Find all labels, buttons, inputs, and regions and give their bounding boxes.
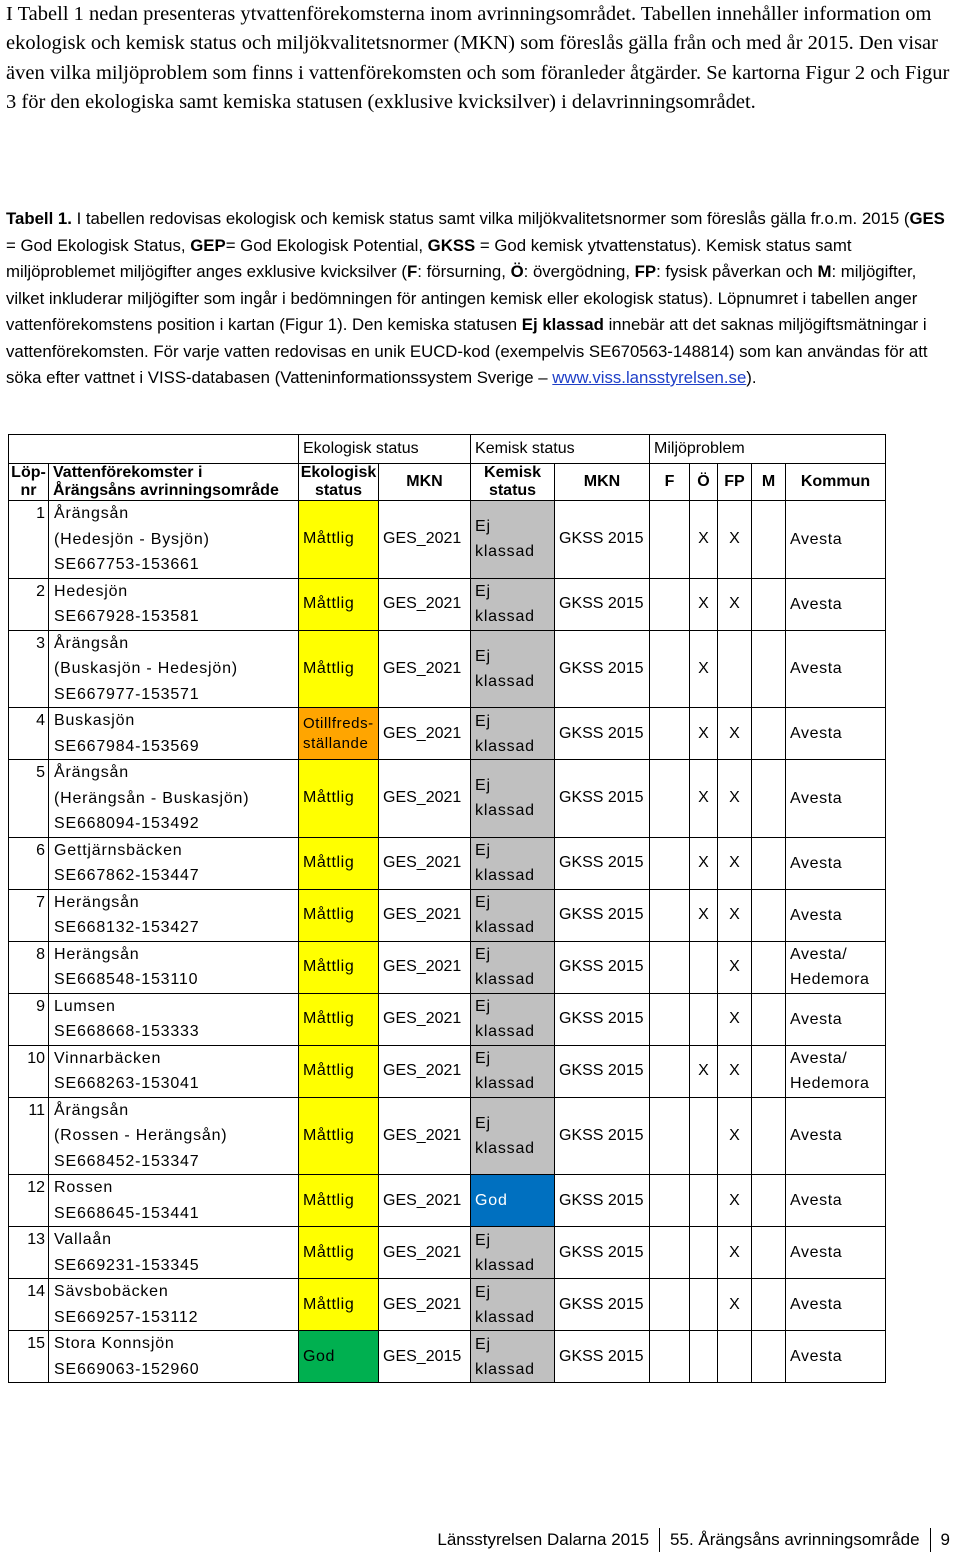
row-number: 6: [9, 837, 49, 889]
ecological-status: Måttlig: [299, 501, 379, 579]
water-body-name-line: Hedesjön: [54, 582, 129, 600]
mkn-ecological: GES_2021: [379, 993, 471, 1045]
water-body-name-line: Herängsån: [54, 893, 140, 911]
problem-f: [650, 1279, 690, 1331]
mkn-chemical: GKSS 2015: [555, 941, 650, 993]
caption-abbr: M: [817, 262, 832, 281]
water-body-name-line: SE668548-153110: [54, 971, 199, 988]
problem-m: [752, 708, 786, 760]
mkn-ecological: GES_2021: [379, 1227, 471, 1279]
mkn-ecological: GES_2021: [379, 1279, 471, 1331]
problem-f: [650, 578, 690, 630]
row-number: 5: [9, 760, 49, 838]
ecological-status: Måttlig: [299, 993, 379, 1045]
ecological-status: Måttlig: [299, 837, 379, 889]
row-number: 8: [9, 941, 49, 993]
footer-chapter: 55. Årängsåns avrinningsområde: [670, 1530, 920, 1549]
chemical-status: Ej klassad: [471, 1045, 555, 1097]
problem-o: X: [690, 760, 718, 838]
problem-o: [690, 1279, 718, 1331]
municipality: Avesta: [786, 837, 886, 889]
problem-o: [690, 941, 718, 993]
header-vattenforekomst: [49, 464, 299, 501]
water-body-name-line: Årängsån: [54, 764, 129, 781]
caption-text: : försurning,: [417, 262, 511, 281]
mkn-ecological: GES_2021: [379, 941, 471, 993]
water-body-name: [49, 837, 299, 889]
group-miljoproblem: Miljöproblem: [650, 435, 886, 464]
table-row: [9, 501, 886, 579]
caption-abbr: GEP: [190, 235, 226, 255]
caption-text: innebär att det saknas miljögiftsmätningar i vattenförekomsten. För varje vatten redovisas en unik EUCD-kod (exempelvis SE670563-148814) som kan användas för att söka efter vattnet i VISS-databasen (Vatteninformationssystem Sverige –: [6, 315, 928, 387]
water-body-name-line: Gettjärnsbäcken: [54, 841, 183, 859]
mkn-chemical: GKSS 2015: [555, 630, 650, 708]
water-body-name-line: SE667984-153569: [54, 737, 200, 755]
mkn-chemical: GKSS 2015: [555, 837, 650, 889]
row-number: 15: [9, 1331, 49, 1383]
header-kemisk: Kemisk status: [471, 464, 555, 501]
problem-m: [752, 760, 786, 838]
row-number: 3: [9, 630, 49, 708]
mkn-ecological: GES_2015: [379, 1331, 471, 1383]
municipality: Avesta: [786, 760, 886, 838]
water-body-name: [49, 1045, 299, 1097]
ecological-status: Måttlig: [299, 941, 379, 993]
chemical-status: Ej klassad: [471, 630, 555, 708]
problem-f: [650, 630, 690, 708]
problem-fp: X: [718, 760, 752, 838]
table-body: [9, 501, 886, 1383]
intro-paragraph: I Tabell 1 nedan presenteras ytvattenförekomsterna inom avrinningsområdet. Tabellen innehåller information om ekologisk och kemisk status och miljökvalitetsnormer (MKN) som föreslås gälla från och med år 2015. Den visar även vilka miljöproblem som finns i vattenförekomsten och som föranleder åtgärder. Se kartorna Figur 2 och Figur 3 för den ekologiska samt kemiska statusen (exklusive kvicksilver) i delavrinningsområdet.: [6, 3, 950, 114]
problem-f: [650, 1045, 690, 1097]
mkn-ecological: GES_2021: [379, 1045, 471, 1097]
problem-fp: X: [718, 1279, 752, 1331]
water-body-name: [49, 1227, 299, 1279]
problem-fp: X: [718, 889, 752, 941]
table-row: [9, 760, 886, 838]
row-number: 10: [9, 1045, 49, 1097]
municipality: Avesta: [786, 1279, 886, 1331]
status-table: [8, 434, 886, 1383]
header-o: Ö: [690, 464, 718, 501]
ecological-status: Måttlig: [299, 578, 379, 630]
caption-text: I tabellen redovisas ekologisk och kemisk status samt vilka miljökvalitetsnormer som föreslås gälla fr.o.m. 2015 (: [71, 209, 910, 228]
water-body-name: [49, 993, 299, 1045]
mkn-ecological: GES_2021: [379, 578, 471, 630]
chemical-status: Ej klassad: [471, 1331, 555, 1383]
problem-fp: X: [718, 1097, 752, 1175]
table-row: [9, 993, 886, 1045]
problem-fp: X: [718, 837, 752, 889]
row-number: 14: [9, 1279, 49, 1331]
water-body-name: [49, 1097, 299, 1175]
water-body-name-line: (Herängsån - Buskasjön): [54, 789, 250, 807]
problem-f: [650, 1097, 690, 1175]
table-row: [9, 578, 886, 630]
row-number: 1: [9, 501, 49, 579]
water-body-name: [49, 1279, 299, 1331]
problem-fp: X: [718, 578, 752, 630]
municipality: Avesta: [786, 993, 886, 1045]
chemical-status: Ej klassad: [471, 837, 555, 889]
problem-o: [690, 1227, 718, 1279]
chemical-status: Ej klassad: [471, 578, 555, 630]
water-body-name-line: SE669257-153112: [54, 1308, 199, 1326]
municipality: Avesta: [786, 1175, 886, 1227]
problem-o: X: [690, 630, 718, 708]
municipality: Avesta: [786, 501, 886, 579]
water-body-name: [49, 760, 299, 838]
ecological-status: Måttlig: [299, 1045, 379, 1097]
problem-m: [752, 630, 786, 708]
table-row: [9, 1227, 886, 1279]
municipality: Avesta: [786, 1097, 886, 1175]
header-fp: FP: [718, 464, 752, 501]
water-body-name-line: (Rossen - Herängsån): [54, 1127, 228, 1144]
mkn-chemical: GKSS 2015: [555, 889, 650, 941]
problem-f: [650, 501, 690, 579]
problem-f: [650, 941, 690, 993]
caption-text: = God Ekologisk Potential,: [225, 235, 428, 255]
header-ekologisk: Ekologisk status: [299, 464, 379, 501]
problem-o: X: [690, 708, 718, 760]
header-vatten-line-2: Årängsåns avrinningsområde: [53, 482, 279, 499]
ecological-status: Måttlig: [299, 1175, 379, 1227]
problem-f: [650, 1331, 690, 1383]
problem-m: [752, 501, 786, 579]
table-row: [9, 630, 886, 708]
water-body-name: [49, 1331, 299, 1383]
row-number: 13: [9, 1227, 49, 1279]
ecological-status: Otillfreds-ställande: [299, 708, 379, 760]
caption-label: Tabell 1.: [6, 209, 72, 228]
mkn-chemical: GKSS 2015: [555, 760, 650, 838]
problem-m: [752, 1097, 786, 1175]
problem-o: X: [690, 889, 718, 941]
mkn-ecological: GES_2021: [379, 837, 471, 889]
problem-m: [752, 889, 786, 941]
water-body-name-line: Rossen: [54, 1179, 114, 1196]
problem-f: [650, 708, 690, 760]
table-row: [9, 1279, 886, 1331]
mkn-ecological: GES_2021: [379, 1097, 471, 1175]
problem-f: [650, 1175, 690, 1227]
header-kommun: Kommun: [786, 464, 886, 501]
problem-fp: [718, 1331, 752, 1383]
problem-o: [690, 1175, 718, 1227]
chemical-status: Ej klassad: [471, 941, 555, 993]
water-body-name-line: Vinnarbäcken: [54, 1049, 162, 1067]
chemical-status: Ej klassad: [471, 501, 555, 579]
header-mkn-kem: MKN: [555, 464, 650, 501]
problem-f: [650, 1227, 690, 1279]
mkn-ecological: GES_2021: [379, 708, 471, 760]
water-body-name-line: SE668452-153347: [54, 1152, 200, 1170]
problem-m: [752, 1175, 786, 1227]
water-body-name-line: Årängsån: [54, 1101, 129, 1119]
table-caption: [6, 206, 956, 392]
water-body-name: [49, 889, 299, 941]
caption-text: = God Ekologisk Status,: [6, 235, 191, 255]
problem-fp: X: [718, 1045, 752, 1097]
mkn-chemical: GKSS 2015: [555, 1227, 650, 1279]
caption-text: : fysisk påverkan och: [656, 262, 818, 281]
water-body-name-line: (Buskasjön - Hedesjön): [54, 660, 238, 677]
ecological-status: Måttlig: [299, 1279, 379, 1331]
municipality: Avesta/ Hedemora: [786, 1045, 886, 1097]
table-row: [9, 1097, 886, 1175]
problem-f: [650, 760, 690, 838]
problem-m: [752, 1331, 786, 1383]
water-body-name-line: Årängsån: [54, 505, 129, 522]
chemical-status: God: [471, 1175, 555, 1227]
chemical-status: Ej klassad: [471, 1279, 555, 1331]
water-body-name-line: Årängsån: [54, 634, 129, 652]
ecological-status: Måttlig: [299, 1227, 379, 1279]
caption-abbr: GKSS: [427, 235, 476, 255]
problem-fp: X: [718, 1175, 752, 1227]
problem-m: [752, 993, 786, 1045]
problem-f: [650, 837, 690, 889]
mkn-chemical: GKSS 2015: [555, 1045, 650, 1097]
water-body-name-line: SE667753-153661: [54, 556, 200, 573]
water-body-name-line: Herängsån: [54, 945, 140, 963]
mkn-chemical: GKSS 2015: [555, 501, 650, 579]
table-row: [9, 1175, 886, 1227]
municipality: Avesta: [786, 1227, 886, 1279]
footer-org: Länsstyrelsen Dalarna 2015: [437, 1530, 650, 1549]
problem-m: [752, 1279, 786, 1331]
problem-o: [690, 993, 718, 1045]
water-body-name-line: (Hedesjön - Bysjön): [54, 530, 210, 548]
chemical-status: Ej klassad: [471, 708, 555, 760]
water-body-name-line: SE667928-153581: [54, 608, 200, 625]
row-number: 2: [9, 578, 49, 630]
problem-o: X: [690, 1045, 718, 1097]
row-number: 11: [9, 1097, 49, 1175]
group-ekologisk-status: Ekologisk status: [299, 435, 471, 464]
municipality: Avesta/ Hedemora: [786, 941, 886, 993]
problem-m: [752, 1227, 786, 1279]
group-spacer: [9, 435, 299, 464]
footer-divider: [659, 1528, 660, 1552]
row-number: 4: [9, 708, 49, 760]
problem-m: [752, 941, 786, 993]
problem-fp: X: [718, 501, 752, 579]
water-body-name: [49, 578, 299, 630]
ecological-status: Måttlig: [299, 889, 379, 941]
table-row: [9, 708, 886, 760]
mkn-chemical: GKSS 2015: [555, 1331, 650, 1383]
caption-abbr: Ej klassad: [521, 315, 604, 334]
caption-text: = God kemisk ytvattenstatus). Kemisk status samt miljöproblemet miljögifter anges exklusive kvicksilver (: [6, 235, 852, 281]
mkn-chemical: GKSS 2015: [555, 1097, 650, 1175]
mkn-ecological: GES_2021: [379, 501, 471, 579]
footer-divider: [930, 1528, 931, 1552]
problem-fp: X: [718, 993, 752, 1045]
water-body-name: [49, 501, 299, 579]
municipality: Avesta: [786, 630, 886, 708]
mkn-chemical: GKSS 2015: [555, 708, 650, 760]
problem-fp: X: [718, 1227, 752, 1279]
water-body-name-line: Lumsen: [54, 997, 116, 1015]
table-row: [9, 1045, 886, 1097]
water-body-name-line: Buskasjön: [54, 712, 136, 729]
water-body-name: [49, 941, 299, 993]
mkn-ecological: GES_2021: [379, 1175, 471, 1227]
water-body-name-line: Stora Konnsjön: [54, 1335, 175, 1352]
municipality: Avesta: [786, 578, 886, 630]
table-row: [9, 837, 886, 889]
mkn-ecological: GES_2021: [379, 630, 471, 708]
table-row: [9, 889, 886, 941]
mkn-chemical: GKSS 2015: [555, 993, 650, 1045]
problem-o: X: [690, 837, 718, 889]
mkn-chemical: GKSS 2015: [555, 1175, 650, 1227]
problem-fp: X: [718, 941, 752, 993]
mkn-chemical: GKSS 2015: [555, 1279, 650, 1331]
caption-abbr: FP: [634, 262, 657, 281]
chemical-status: Ej klassad: [471, 889, 555, 941]
row-number: 7: [9, 889, 49, 941]
caption-abbr: F: [407, 262, 418, 281]
problem-f: [650, 993, 690, 1045]
mkn-ecological: GES_2021: [379, 760, 471, 838]
water-body-name: [49, 1175, 299, 1227]
chemical-status: Ej klassad: [471, 1097, 555, 1175]
problem-fp: X: [718, 708, 752, 760]
group-kemisk-status: Kemisk status: [471, 435, 650, 464]
chemical-status: Ej klassad: [471, 993, 555, 1045]
caption-text: : miljögifter, vilket inkluderar miljögifter som ingår i bedömningen för antingen kemisk eller ekologisk status). Löpnumret i tabellen anger vattenförekomstens position i kartan (Figur 1). Den kemiska statusen: [6, 262, 918, 334]
row-number: 9: [9, 993, 49, 1045]
problem-fp: [718, 630, 752, 708]
problem-o: [690, 1097, 718, 1175]
water-body-name-line: SE668668-153333: [54, 1023, 200, 1040]
ecological-status: God: [299, 1331, 379, 1383]
problem-o: X: [690, 501, 718, 579]
header-f: F: [650, 464, 690, 501]
table-row: [9, 1331, 886, 1383]
water-body-name: [49, 630, 299, 708]
municipality: Avesta: [786, 889, 886, 941]
water-body-name-line: SE668132-153427: [54, 919, 200, 936]
problem-m: [752, 837, 786, 889]
footer-page-number: 9: [940, 1530, 950, 1549]
problem-m: [752, 1045, 786, 1097]
water-body-name-line: SE667862-153447: [54, 867, 200, 884]
chemical-status: Ej klassad: [471, 1227, 555, 1279]
water-body-name: [49, 708, 299, 760]
ecological-status: Måttlig: [299, 760, 379, 838]
water-body-name-line: SE668094-153492: [54, 815, 200, 832]
caption-abbr: Ö: [510, 262, 524, 281]
water-body-name-line: Vallaån: [54, 1231, 112, 1248]
row-number: 12: [9, 1175, 49, 1227]
water-body-name-line: SE668263-153041: [54, 1075, 200, 1092]
chemical-status: Ej klassad: [471, 760, 555, 838]
water-body-name-line: SE668645-153441: [54, 1204, 200, 1222]
water-body-name-line: SE669063-152960: [54, 1360, 200, 1378]
header-mkn-eco: MKN: [379, 464, 471, 501]
problem-f: [650, 889, 690, 941]
water-body-name-line: Sävsbobäcken: [54, 1283, 169, 1300]
caption-abbr: GES: [909, 209, 945, 228]
header-vatten-line-1: Vattenförekomster i: [53, 464, 203, 481]
problem-m: [752, 578, 786, 630]
caption-text: ).: [746, 368, 757, 387]
problem-o: [690, 1331, 718, 1383]
problem-o: X: [690, 578, 718, 630]
municipality: Avesta: [786, 708, 886, 760]
page-footer: [437, 1528, 950, 1552]
water-body-name-line: SE669231-153345: [54, 1256, 200, 1274]
mkn-ecological: GES_2021: [379, 889, 471, 941]
ecological-status: Måttlig: [299, 630, 379, 708]
municipality: Avesta: [786, 1331, 886, 1383]
water-body-name-line: SE667977-153571: [54, 685, 200, 703]
table-row: [9, 941, 886, 993]
caption-text: : övergödning,: [523, 262, 635, 281]
viss-link[interactable]: www.viss.lansstyrelsen.se: [552, 368, 747, 387]
ecological-status: Måttlig: [299, 1097, 379, 1175]
header-m: M: [752, 464, 786, 501]
header-lopnr: Löp-nr: [9, 464, 49, 501]
mkn-chemical: GKSS 2015: [555, 578, 650, 630]
